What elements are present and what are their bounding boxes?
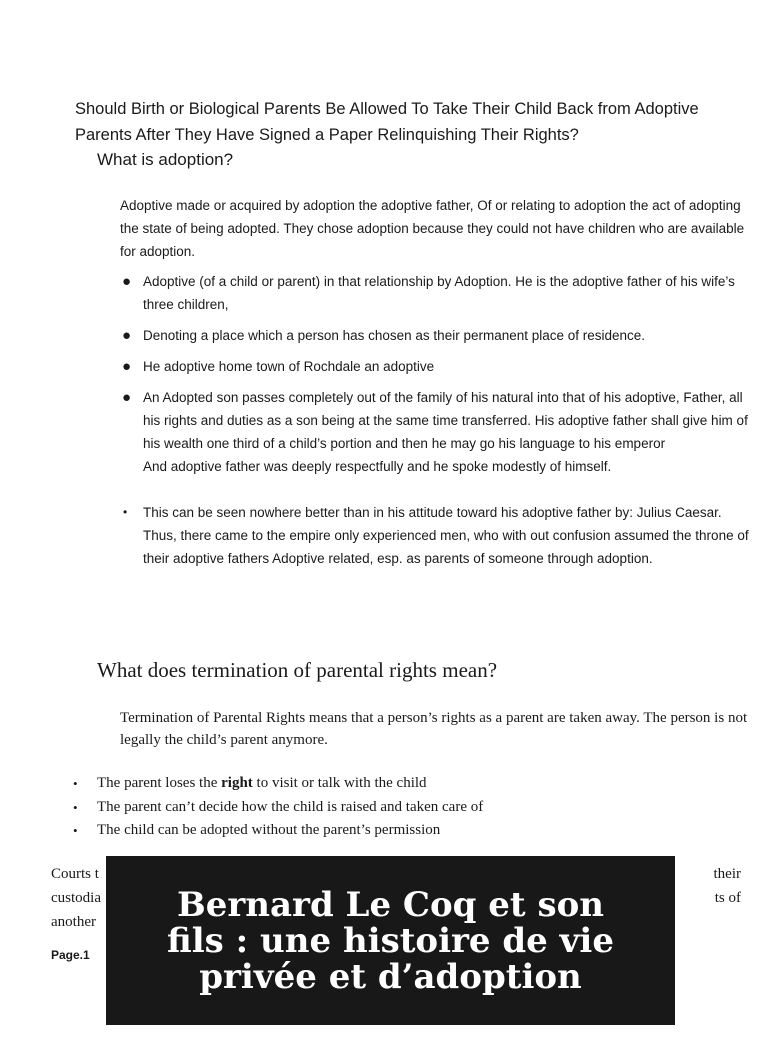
title-overlay-banner — [106, 856, 675, 1025]
overlay-title: Bernard Le Coq et son fils : une histoire de vie privée et d’adoption — [167, 884, 614, 997]
list-item: • The child can be adopted without the parent’s permission — [73, 819, 673, 843]
list-item: ● An Adopted son passes completely out of the family of his natural into that of his adoptive, Father, all his rights and duties as a son being at the same time transferred. His adoptive father shall give him of his wealth one third of a child’s portion and then he may go his language to his emperor And adoptive father was deeply respectfully and he spoke modestly of himself. — [120, 386, 760, 478]
adoption-bullet-list — [120, 355, 760, 378]
section-heading-termination: What does termination of parental rights mean? — [97, 658, 498, 682]
section-heading-adoption: What is adoption? — [97, 150, 234, 169]
page-number: Page.1 — [51, 948, 90, 962]
termination-paragraph: Termination of Parental Rights means that a person’s rights as a parent are taken away. The person is not legally the child’s parent anymore. — [120, 710, 748, 748]
adoption-intro-paragraph: Adoptive made or acquired by adoption the adoptive father, Of or relating to adoption the act of adopting the state of being adopted. They chose adoption because they could not have children who are available for adoption. — [120, 198, 745, 259]
courts-paragraph: Courts t their custodia ts of another — [51, 866, 741, 930]
adoption-bullet-list — [120, 324, 760, 347]
document-title: Should Birth or Biological Parents Be Allowed To Take Their Child Back from Adoptive Parents After They Have Signed a Paper Relinquishing Their Rights? — [75, 100, 699, 144]
list-item: ● Adoptive (of a child or parent) in that relationship by Adoption. He is the adoptive father of his wife’s three children, — [120, 270, 760, 316]
termination-bullet-list — [73, 772, 673, 843]
adoption-bullet-list — [120, 501, 760, 570]
list-item: ● He adoptive home town of Rochdale an adoptive — [120, 355, 760, 378]
bullet-icon: • — [73, 799, 78, 815]
list-item: • The parent loses the right to visit or talk with the child — [73, 772, 673, 796]
list-item: • The parent can’t decide how the child is raised and taken care of — [73, 796, 673, 820]
bullet-icon: ● — [122, 273, 132, 290]
adoption-bullet-list — [120, 270, 760, 316]
bullet-icon: ● — [122, 358, 132, 375]
bullet-icon: ● — [122, 389, 132, 406]
bullet-icon: • — [123, 505, 128, 519]
continuation-text: Thus, there came to the empire only experienced men, who with out confusion assumed the throne of their adoptive fathers Adoptive related, esp. as parents of someone through adoption. — [143, 528, 749, 566]
list-item: • This can be seen nowhere better than in his attitude toward his adoptive father by: Julius Caesar. Thus, there came to the empire only experienced men, who with out confusion assumed the throne of their adoptive fathers Adoptive related, esp. as parents of someone through adoption. — [120, 501, 760, 570]
adoption-bullet-list — [120, 386, 760, 478]
list-item: ● Denoting a place which a person has chosen as their permanent place of residence. — [120, 324, 760, 347]
bullet-icon: • — [73, 823, 78, 838]
bullet-icon: ● — [122, 327, 132, 344]
bullet-icon: • — [73, 776, 78, 791]
continuation-text: And adoptive father was deeply respectfully and he spoke modestly of himself. — [143, 459, 612, 474]
